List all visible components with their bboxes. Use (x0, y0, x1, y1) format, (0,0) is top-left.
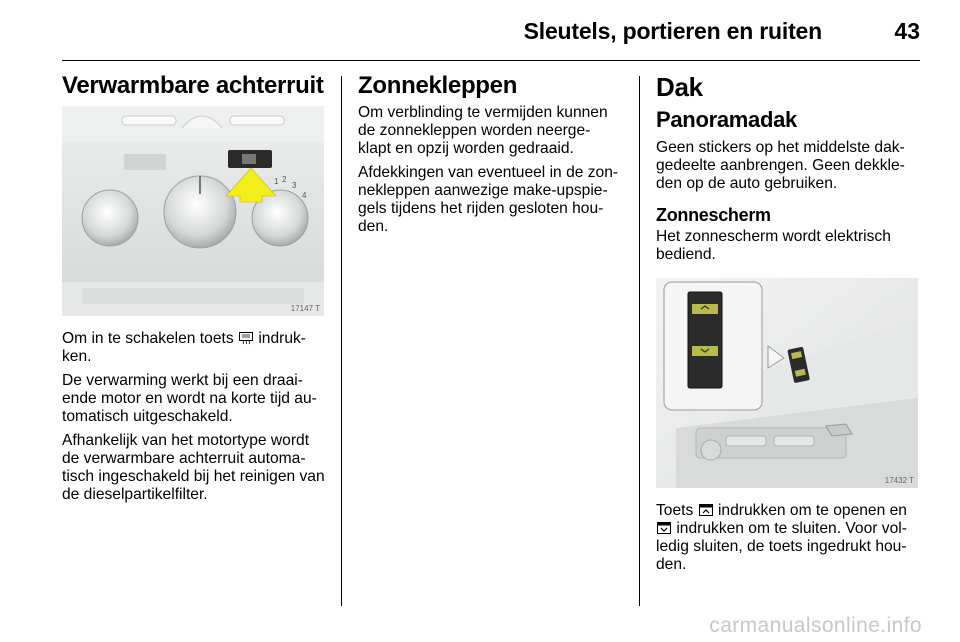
p3-part-a: Toets (656, 502, 694, 519)
dial-label-3: 3 (292, 181, 297, 190)
header-rule (62, 60, 920, 61)
climate-panel-illustration (62, 106, 324, 316)
page-number: 43 (894, 18, 920, 44)
paragraph-auto-activation: Afhankelijk van het motortype wordt de verwarmbare achterruit automa-tisch ingeschakeld bij het reinigen van de dieselpartikelfilter. (62, 432, 325, 503)
p3-part-b: indrukken om te openen en (717, 502, 907, 519)
p1-after: indruk-ken. (62, 330, 306, 365)
column-rear-window-heating (62, 72, 326, 510)
dial-label-2: 2 (282, 175, 287, 184)
column-sun-visors (358, 72, 622, 242)
figure-sunshade-switch (656, 278, 918, 488)
page-header-title: Sleutels, portieren en ruiten (523, 18, 822, 44)
section-heading-roof: Dak (656, 72, 703, 102)
dial-label-1: 1 (274, 177, 279, 186)
paragraph-heating-operation: De verwarming werkt bij een draai-ende motor en wordt na korte tijd au-tomatisch uitgeschakeld. (62, 372, 317, 425)
figure-id-label: 17147 T (290, 304, 320, 313)
subheading-sunshade: Zonnescherm (656, 205, 771, 225)
paragraph-sun-visors-2: Afdekkingen van eventueel in de zon-nekleppen aanwezige make-upspie-gels tijdens het rijden gesloten hou-den. (358, 164, 619, 235)
section-heading-sun-visors: Zonnekleppen (358, 72, 518, 99)
rear-defrost-icon (238, 331, 254, 345)
p1-before: Om in te schakelen toets (62, 330, 234, 347)
column-roof (656, 72, 922, 580)
paragraph-sun-visors-1: Om verblinding te vermijden kunnen de zonnekleppen worden neerge-klapt en opzij worden gedraaid. (358, 104, 608, 157)
subheading-panoramic-roof: Panoramadak (656, 107, 797, 132)
figure-climate-control-panel (62, 106, 324, 316)
paragraph-panoramic-roof: Geen stickers op het middelste dak-gedeelte aanbrengen. Geen dekkle-den op de auto gebruiken. (656, 139, 905, 192)
p3-part-c: indrukken om te sluiten. Voor vol-ledig sluiten, de toets ingedrukt hou-den. (656, 520, 907, 573)
figure-id-label-sunshade: 17432 T (884, 476, 914, 485)
paragraph-sunshade-operation (656, 502, 922, 574)
column-divider-right (639, 76, 640, 606)
sunshade-close-icon (656, 521, 672, 535)
sunshade-switch-illustration (656, 278, 918, 488)
paragraph-sunshade: Het zonnescherm wordt elektrisch bediend. (656, 228, 891, 263)
section-heading-rear-window: Verwarmbare achterruit (62, 72, 324, 99)
dial-label-4: 4 (302, 191, 307, 200)
column-divider-left (341, 76, 342, 606)
sunshade-open-icon (698, 503, 714, 517)
watermark: carmanualsonline.info (709, 614, 922, 637)
paragraph-switch-on (62, 330, 326, 366)
